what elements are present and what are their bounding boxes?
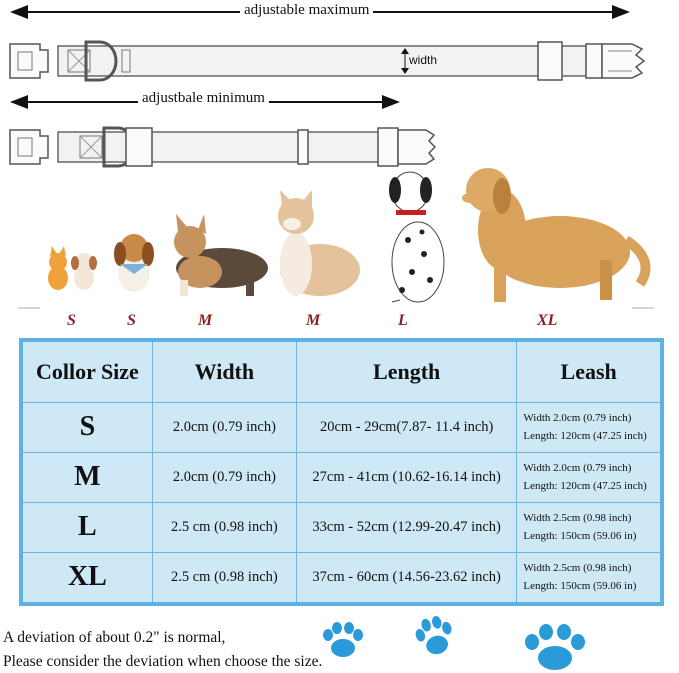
header-leash: Leash (517, 340, 662, 402)
golden-retriever-icon (462, 168, 646, 302)
pet-size-label: S (127, 312, 136, 329)
leash-length: Length: 150cm (59.06 in) (523, 530, 637, 543)
size-table (19, 338, 664, 606)
paw-icon (522, 624, 588, 670)
pet-size-label: M (198, 312, 213, 329)
beagle-puppy-icon (114, 234, 154, 292)
width-cell: 2.0cm (0.79 inch) (152, 402, 296, 452)
paw-icon (320, 622, 366, 658)
table-row (21, 402, 662, 452)
pets-illustration (0, 160, 679, 310)
leash-length: Length: 120cm (47.25 inch) (523, 480, 647, 493)
length-cell: 37cm - 60cm (14.56-23.62 inch) (296, 552, 516, 604)
size-cell: M (21, 452, 152, 502)
leash-cell (517, 402, 662, 452)
paw-icon (414, 616, 456, 658)
width-label: width (409, 53, 438, 67)
leash-cell (517, 452, 662, 502)
max-arrow-label: adjustable maximum (240, 2, 373, 19)
small-puppy-icon (71, 253, 97, 290)
width-cell: 2.5 cm (0.98 inch) (152, 502, 296, 552)
kitten-icon (48, 246, 68, 290)
collar-max-illustration (8, 38, 664, 88)
leash-cell (517, 502, 662, 552)
length-cell: 20cm - 29cm(7.87- 11.4 inch) (296, 402, 516, 452)
pet-size-label: M (306, 312, 321, 329)
length-cell: 33cm - 52cm (12.99-20.47 inch) (296, 502, 516, 552)
ruler-right-icon (632, 308, 654, 310)
header-length: Length (296, 340, 516, 402)
leash-width: Width 2.5cm (0.98 inch) (523, 512, 632, 525)
table-row (21, 502, 662, 552)
leash-length: Length: 120cm (47.25 inch) (523, 430, 647, 442)
leash-width: Width 2.0cm (0.79 inch) (523, 412, 632, 424)
table-row (21, 552, 662, 604)
pet-size-label: L (398, 312, 408, 329)
pet-size-label: S (67, 312, 76, 329)
size-cell: L (21, 502, 152, 552)
table-row (21, 452, 662, 502)
size-cell: XL (21, 552, 152, 604)
ruler-left-icon (18, 308, 40, 310)
table-header-row (21, 340, 662, 402)
leash-width: Width 2.5cm (0.98 inch) (523, 562, 632, 575)
pet-size-label: XL (537, 312, 558, 329)
leash-length: Length: 150cm (59.06 in) (523, 580, 637, 593)
width-cell: 2.5 cm (0.98 inch) (152, 552, 296, 604)
width-cell: 2.0cm (0.79 inch) (152, 452, 296, 502)
corgi-icon (174, 214, 268, 296)
leash-width: Width 2.0cm (0.79 inch) (523, 462, 632, 475)
deviation-note: A deviation of about 0.2" is normal, (3, 629, 226, 646)
min-arrow-label: adjustbale minimum (138, 90, 269, 107)
size-cell: S (21, 402, 152, 452)
header-collor-size: Collor Size (21, 340, 152, 402)
header-width: Width (152, 340, 296, 402)
shiba-icon (278, 190, 360, 296)
leash-cell (517, 552, 662, 604)
length-cell: 27cm - 41cm (10.62-16.14 inch) (296, 452, 516, 502)
deviation-advice: Please consider the deviation when choose the size. (3, 653, 323, 670)
dalmatian-icon (389, 172, 444, 302)
